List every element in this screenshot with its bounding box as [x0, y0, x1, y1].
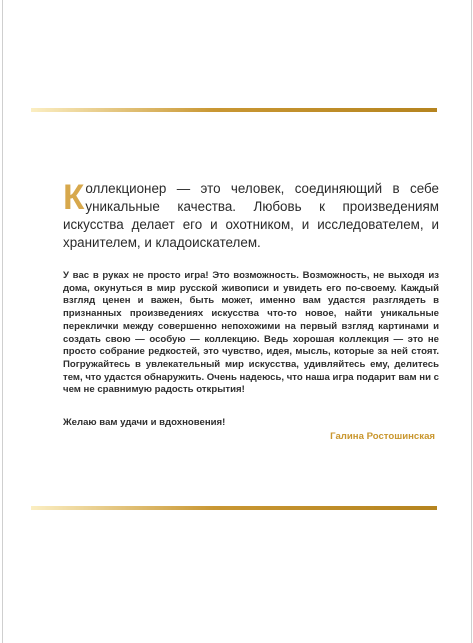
body-paragraph: У вас в руках не просто игра! Это возможность. Возможность, не выходя из дома, окунуться в мир русской живописи и увидеть его по-своему. Каждый взгляд ценен и важен, быть может, именно вам удастся разглядеть в признанных произведениях искусства что-то новое, найти уникальные переклички между совершенно непохожими на первый взгляд картинами и создать свою — особую — коллекцию. Ведь хорошая коллекция — это не просто собрание редкостей, это чувство, идея, мысль, которые за ней стоят. Погружайтесь в увлекательный мир искусства, удивляйтесь ему, делитесь тем, что удастся обнаружить. Очень надеюсь, что наша игра подарит вам ни с чем не сравнимую радость открытия!	[63, 270, 439, 396]
top-gold-rule	[31, 108, 437, 112]
document-page	[2, 0, 472, 643]
intro-text: оллекционер — это человек, соединяющий в себе уникальные качества. Любовь к произведениям искусства делает его и охотником, и исследователем, и хранителем, и кладоискателем.	[63, 181, 439, 250]
author-signature: Галина Ростошинская	[330, 431, 435, 442]
bottom-gold-rule	[31, 506, 437, 510]
drop-cap: К	[63, 178, 85, 217]
wish-line: Желаю вам удачи и вдохновения!	[63, 417, 226, 428]
intro-paragraph	[63, 180, 439, 252]
